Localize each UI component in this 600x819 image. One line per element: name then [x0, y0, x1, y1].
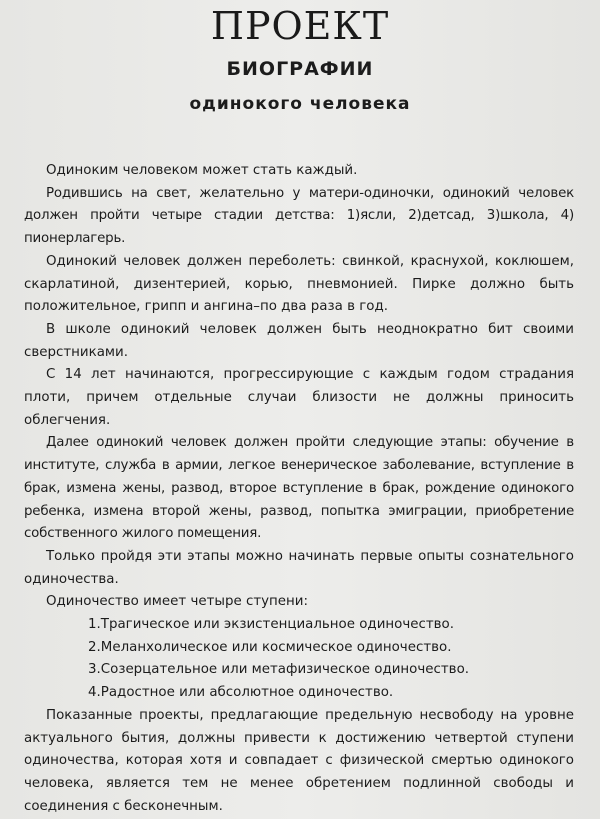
stage-item: 2.Меланхолическое или космическое одиночество. — [88, 639, 452, 655]
document-title: ПРОЕКТ — [210, 4, 390, 48]
document-body — [24, 160, 574, 818]
paragraph: Далее одинокий человек должен пройти следующие этапы: обучение в институте, служба в армии, легкое венерическое заболевание, вступление в брак, измена жены, развод, второе вступление в брак, рождение одинокого ребенка, измена второй жены, развод, попытка эмиграции, приобретение собственного жилого помещения. — [24, 435, 574, 542]
paragraph: Только пройдя эти этапы можно начинать первые опыты сознательного одиночества. — [24, 548, 574, 587]
paragraph: Одиноким человеком может стать каждый. — [46, 163, 358, 178]
stages-list — [24, 614, 574, 705]
stage-item: 1.Трагическое или экзистенциальное одиночество. — [88, 617, 454, 633]
paragraph: С 14 лет начинаются, прогрессирующие с каждым годом страдания плоти, причем отдельные случаи близости не должны приносить облегчения. — [24, 367, 574, 428]
stage-item: 4.Радостное или абсолютное одиночество. — [88, 685, 394, 701]
paragraph: Родившись на свет, желательно у матери-одиночки, одинокий человек должен пройти четыре стадии детства: 1)ясли, 2)детсад, 3)школа, 4) пионерлагерь. — [24, 185, 574, 247]
paragraph: В школе одинокий человек должен быть неоднократно бит своими сверстниками. — [24, 321, 574, 360]
paragraph: Одиночество имеет четыре ступени: — [46, 594, 309, 610]
conclusion-paragraph: Показанные проекты, предлагающие предельную несвободу на уровне актуального бытия, должны привести к достижению четвертой ступени одиночества, которая хотя и совпадает с физической смертью одинокого человека, является тем не менее обретением подлинной свободы и соединения с бесконечным. — [24, 707, 574, 814]
paragraph: Одинокий человек должен переболеть: свинкой, краснухой, коклюшем, скарлатиной, дизентерией, корью, пневмонией. Пирке должно быть положительное, грипп и ангина–по два раза в год. — [24, 253, 574, 315]
document-subtitle-secondary: одинокого человека — [189, 94, 411, 114]
document-subtitle: БИОГРАФИИ — [226, 58, 374, 80]
stage-item: 3.Созерцательное или метафизическое одиночество. — [88, 662, 470, 678]
